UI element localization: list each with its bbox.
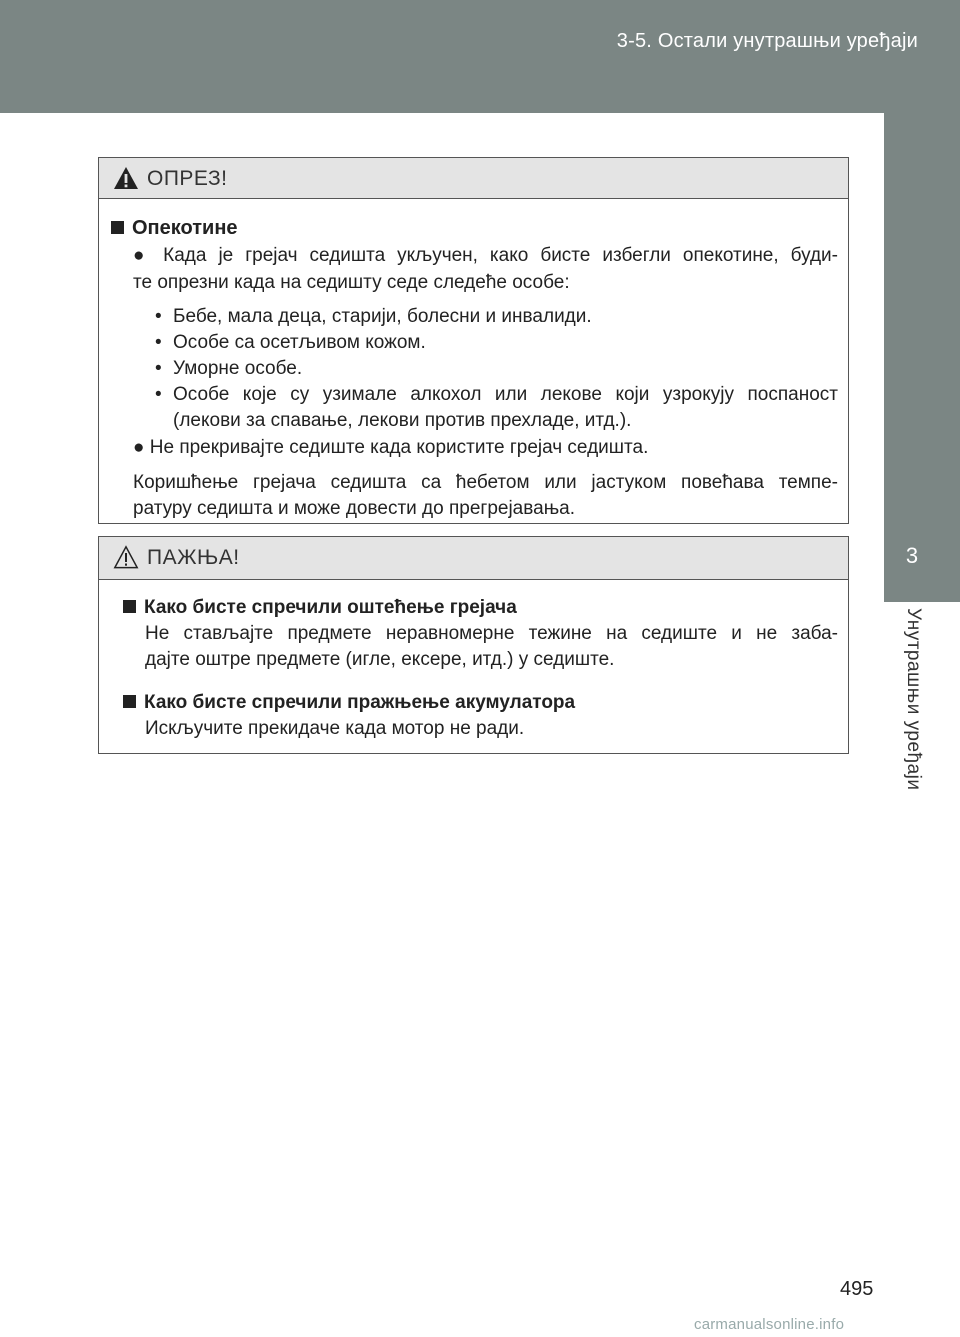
- caution-header: [99, 158, 848, 199]
- caution-bullet-2: ● Не прекривајте седиште када користите грејач седишта.: [133, 437, 649, 458]
- caution-paragraph-line-1: Коришћење грејача седишта са ћебетом или јастуком повећава темпе-: [133, 472, 838, 493]
- bullet-dot-icon: •: [155, 384, 162, 405]
- caution-heading-text: Опекотине: [132, 217, 238, 239]
- caution-title: ОПРЕЗ!: [147, 167, 228, 190]
- caution-item-3: Уморне особе.: [173, 358, 303, 379]
- notice-title: ПАЖЊА!: [147, 546, 240, 569]
- notice-section-2-line-1: Искључите прекидаче када мотор не ради.: [145, 718, 525, 739]
- square-bullet-icon: [123, 600, 136, 613]
- bullet-dot-icon: •: [155, 306, 162, 327]
- caution-paragraph-line-2: ратуру седишта и може довести до прегрејавања.: [133, 498, 575, 519]
- page-number: 495: [840, 1278, 874, 1300]
- warning-icon: [113, 166, 139, 190]
- section-title: 3-5. Остали унутрашњи уређаји: [616, 30, 918, 52]
- caution-item-1: Бебе, мала деца, старији, болесни и инвалиди.: [173, 306, 592, 327]
- notice-box: [98, 536, 849, 754]
- bullet-dot-icon: •: [155, 332, 162, 353]
- notice-section-2-heading: [123, 690, 575, 716]
- bullet-dot-icon: •: [155, 358, 162, 379]
- caution-box: [98, 157, 849, 524]
- caution-bullet-1-line-2: те опрезни када на седишту седе следеће особе:: [133, 272, 570, 293]
- header-band: [0, 0, 960, 113]
- square-bullet-icon: [123, 695, 136, 708]
- notice-section-2-heading-text: Како бисте спречили пражњење акумулатора: [144, 692, 576, 713]
- chapter-number: 3: [905, 543, 919, 568]
- square-bullet-icon: [111, 221, 124, 234]
- chapter-label-wrapper: [884, 602, 944, 832]
- caution-item-2: Особе са осетљивом кожом.: [173, 332, 426, 353]
- caution-item-4-line-1: Особе које су узимале алкохол или лекове који узрокују поспаност: [173, 384, 838, 405]
- caution-heading: [111, 215, 238, 241]
- caution-item-4-line-2: (лекови за спавање, лекови против прехладе, итд.).: [173, 410, 632, 431]
- chapter-tab: [884, 113, 960, 602]
- notice-section-1-heading: [123, 595, 517, 621]
- notice-section-1-line-2: дајте оштре предмете (игле, ексере, итд.) у седиште.: [145, 649, 615, 670]
- warning-outline-icon: [113, 545, 139, 569]
- watermark: carmanualsonline.info: [694, 1316, 845, 1333]
- chapter-label: Унутрашњи уређаји: [903, 608, 924, 791]
- notice-section-1-line-1: Не стављајте предмете неравномерне тежине на седиште и не заба-: [145, 623, 838, 644]
- notice-section-1-heading-text: Како бисте спречили оштећење грејача: [144, 597, 517, 618]
- caution-bullet-1-line-1: ● Када је грејач седишта укључен, како бисте избегли опекотине, буди-: [133, 245, 838, 266]
- notice-header: [99, 537, 848, 580]
